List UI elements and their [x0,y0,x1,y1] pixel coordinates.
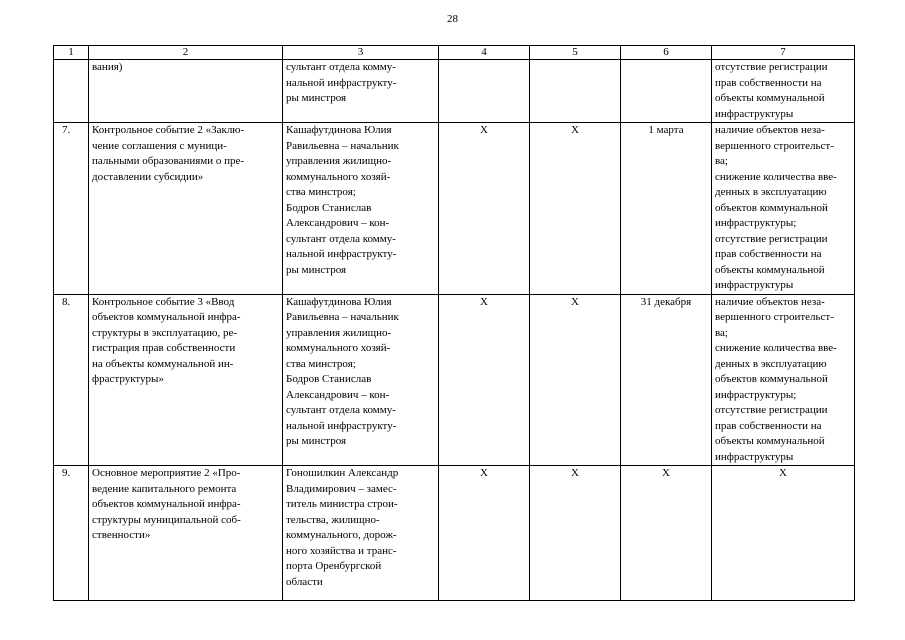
risk-cell-line: ва; [715,326,728,339]
responsible-cell-line: Кашафутдинова Юлия [286,295,392,308]
event-name-cell-line: Контрольное событие 3 «Ввод [92,295,235,308]
responsible-cell-line: Александрович – кон- [286,217,390,229]
col4-cell [439,60,530,123]
header-cell-2: 2 [89,46,283,60]
col4-cell: X [439,123,530,295]
event-name-cell [89,294,283,466]
date-cell: X [621,466,712,601]
event-name-cell-line: структуры в эксплуатацию, ре- [92,326,237,339]
responsible-cell-line: ства минстроя; [286,357,356,370]
row-number-cell: 8. [54,294,89,466]
responsible-cell [283,60,439,123]
responsible-cell-line: нальной инфраструкту- [286,419,397,432]
responsible-cell-line: сультант отдела комму- [286,404,396,416]
risk-cell-line: прав собственности на [715,419,822,432]
risk-cell-line: вершенного строительст- [715,311,834,323]
risk-cell-line: отсутствие регистрации [715,61,828,73]
col5-cell: X [530,466,621,601]
risk-cell-line: объекты коммунальной [715,435,825,447]
risk-cell-line: отсутствие регистрации [715,404,828,416]
risk-cell-line: X [779,467,787,479]
page-number: 28 [447,13,458,25]
event-name-cell-line: пальными образованиями о пре- [92,155,245,167]
col4-cell: X [439,294,530,466]
header-row [54,46,855,60]
responsible-cell-line: Бодров Станислав [286,373,372,385]
responsible-cell-line: Равильевна – начальник [286,139,399,152]
event-name-cell-line: доставлении субсидии» [92,170,204,183]
event-name-cell [89,123,283,295]
risk-cell-line: инфраструктуры [715,450,794,463]
responsible-cell-line: Александрович – кон- [286,388,390,401]
event-name-cell-line: ведение капитального ремонта [92,482,237,495]
responsible-cell-line: Гоношилкин Александр [286,467,399,479]
risk-cell-line: ва; [715,155,728,167]
event-name-cell-line: на объекты коммунальной ин- [92,357,234,370]
responsible-cell-line: области [286,575,323,588]
col5-cell [530,60,621,123]
event-name-cell-line: объектов коммунальной инфра- [92,311,241,323]
responsible-cell-line: нальной инфраструкту- [286,248,397,260]
responsible-cell-line: нальной инфраструкту- [286,76,397,89]
header-cell-7: 7 [712,46,855,60]
responsible-cell [283,294,439,466]
responsible-cell-line: коммунального хозяй- [286,342,391,354]
event-name-cell-line: фраструктуры» [92,373,164,385]
event-name-cell-line: чение соглашения с муници- [92,139,227,152]
table-row [54,60,855,123]
row-number-cell: 7. [54,123,89,295]
risk-cell-line: объектов коммунальной [715,373,828,385]
risk-cell-line: наличие объектов неза- [715,124,825,136]
responsible-cell-line: коммунального, дорож- [286,529,397,541]
responsible-cell-line: ры минстроя [286,263,347,276]
plan-table [53,45,855,601]
responsible-cell-line: ры минстроя [286,92,347,104]
risk-cell-line: объектов коммунальной [715,201,828,214]
col4-cell: X [439,466,530,601]
col5-cell: X [530,294,621,466]
event-name-cell-line: объектов коммунальной инфра- [92,498,241,510]
responsible-cell-line: Бодров Станислав [286,201,372,214]
risk-cell-line: отсутствие регистрации [715,232,828,245]
date-cell [621,60,712,123]
responsible-cell-line: коммунального хозяй- [286,170,391,183]
risk-cell [712,60,855,123]
row-number-cell [54,60,89,123]
risk-cell-line: денных в эксплуатацию [715,186,827,198]
date-cell: 1 марта [621,123,712,295]
event-name-cell-line: гистрация прав собственности [92,342,236,354]
header-cell-4: 4 [439,46,530,60]
risk-cell-line: снижение количества вве- [715,170,837,183]
table-row [54,123,855,295]
responsible-cell-line: ства минстроя; [286,186,356,198]
responsible-cell-line: тельства, жилищно- [286,513,380,526]
responsible-cell-line: управления жилищно- [286,326,392,339]
responsible-cell-line: титель министра строи- [286,498,398,510]
responsible-cell-line: Владимирович – замес- [286,482,397,495]
header-cell-6: 6 [621,46,712,60]
event-name-cell [89,60,283,123]
header-cell-5: 5 [530,46,621,60]
table-row [54,466,855,601]
risk-cell-line: прав собственности на [715,76,822,89]
col5-cell: X [530,123,621,295]
header-cell-1: 1 [54,46,89,60]
event-name-cell [89,466,283,601]
risk-cell-line: денных в эксплуатацию [715,357,827,370]
risk-cell [712,466,855,601]
risk-cell-line: наличие объектов неза- [715,295,825,308]
event-name-cell-line: вания) [92,61,123,73]
responsible-cell-line: сультант отдела комму- [286,61,396,73]
responsible-cell-line: Равильевна – начальник [286,311,399,323]
risk-cell-line: прав собственности на [715,248,822,260]
responsible-cell-line: ного хозяйства и транс- [286,544,397,557]
header-cell-3: 3 [283,46,439,60]
risk-cell-line: инфраструктуры [715,107,794,120]
responsible-cell [283,466,439,601]
risk-cell [712,123,855,295]
risk-cell [712,294,855,466]
event-name-cell-line: Контрольное событие 2 «Заклю- [92,124,245,136]
responsible-cell-line: ры минстроя [286,435,347,447]
responsible-cell [283,123,439,295]
responsible-cell-line: порта Оренбургской [286,560,382,572]
risk-cell-line: снижение количества вве- [715,342,837,354]
risk-cell-line: инфраструктуры [715,279,794,291]
event-name-cell-line: ственности» [92,529,151,541]
event-name-cell-line: структуры муниципальной соб- [92,513,241,526]
date-cell: 31 декабря [621,294,712,466]
responsible-cell-line: Кашафутдинова Юлия [286,124,392,136]
responsible-cell-line: управления жилищно- [286,155,392,167]
responsible-cell-line: сультант отдела комму- [286,232,396,245]
row-number-cell: 9. [54,466,89,601]
risk-cell-line: объекты коммунальной [715,263,825,276]
risk-cell-line: объекты коммунальной [715,92,825,104]
event-name-cell-line: Основное мероприятие 2 «Про- [92,467,241,479]
risk-cell-line: инфраструктуры; [715,217,797,229]
risk-cell-line: инфраструктуры; [715,388,797,401]
risk-cell-line: вершенного строительст- [715,139,834,152]
table-row [54,294,855,466]
